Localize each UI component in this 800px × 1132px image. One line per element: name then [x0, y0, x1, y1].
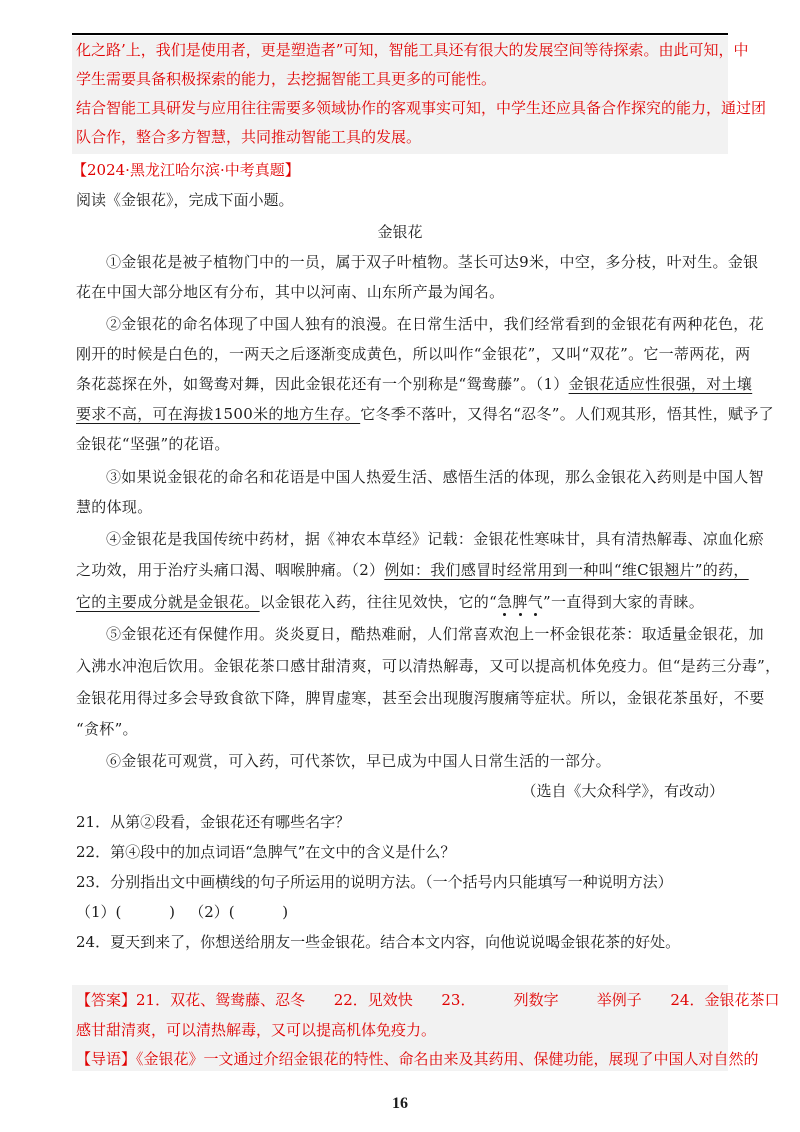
paragraph-1-line: ①金银花是被子植物门中的一员，属于双子叶植物。茎长可达9米，中空，多分枝，叶对生。金银 — [106, 253, 759, 271]
previous-answer-line: 化之路’上，我们是使用者，更是塑造者”可知，智能工具还有很大的发展空间等待探索。由此可知，中 — [76, 41, 749, 59]
citation: （选自《大众科学》，有改动） — [521, 782, 724, 800]
paragraph-1-line: 花在中国大部分地区有分布，其中以河南、山东所产最为闻名。 — [76, 283, 505, 301]
paragraph-2-text: 它冬季不落叶，又得名“忍冬”。人们观其形，悟其性，赋予了 — [360, 405, 774, 423]
question-22: 22．第④段中的加点词语“急脾气”在文中的含义是什么？ — [76, 843, 456, 861]
question-23: 23．分别指出文中画横线的句子所运用的说明方法。（一个括号内只能填写一种说明方法） — [76, 873, 673, 891]
article-title: 金银花 — [377, 223, 423, 241]
reading-instruction: 阅读《金银花》，完成下面小题。 — [76, 191, 294, 209]
paragraph-2-line — [76, 404, 774, 424]
question-24: 24．夏天到来了，你想送给朋友一些金银花。结合本文内容，向他说说喝金银花茶的好处。 — [76, 933, 681, 951]
paragraph-5-line: 金银花用得过多会导致食欲下降，脾胃虚寒，甚至会出现腹泻腹痛等症状。所以，金银花茶虽好，不要 — [76, 689, 765, 707]
answer-line: 感甘甜清爽，可以清热解毒，又可以提高机体免疫力。 — [76, 1021, 437, 1039]
question-21: 21．从第②段看，金银花还有哪些名字？ — [76, 813, 351, 831]
paragraph-3-line: 慧的体现。 — [76, 498, 153, 516]
paragraph-2-line: 金银花“坚强”的花语。 — [76, 435, 230, 453]
dotted-word-char: 急 — [497, 593, 513, 611]
paragraph-2-line — [76, 374, 753, 394]
source-tag: 【2024·黑龙江哈尔滨·中考真题】 — [72, 161, 300, 179]
underlined-sentence-1: 要求不高，可在海拔1500米的地方生存。 — [76, 405, 361, 423]
underlined-sentence-1: 金银花适应性很强，对土壤 — [568, 375, 753, 393]
underlined-sentence-2: 它的主要成分就是金银花。 — [76, 593, 260, 611]
dotted-word-char: 脾 — [512, 593, 528, 611]
previous-answer-line: 学生需要具备积极探索的能力，去挖掘智能工具更多的可能性。 — [76, 70, 497, 88]
paragraph-4-line: ④金银花是我国传统中药材，据《神农本草经》记载：金银花性寒味甘，具有清热解毒、凉血化瘀 — [106, 530, 764, 548]
paragraph-2-text: 条花蕊探在外，如鸳鸯对舞，因此金银花还有一个别称是“鸳鸯藤”。（1） — [76, 375, 569, 393]
header-rule — [72, 33, 728, 35]
paragraph-3-line: ③如果说金银花的命名和花语是中国人热爱生活、感悟生活的体现，那么金银花入药则是中国人智 — [106, 468, 764, 486]
paragraph-4-text: ”一直得到大家的青睐。 — [543, 593, 705, 611]
paragraph-4-text: 之功效，用于治疗头痛口渴、咽喉肿痛。（2） — [76, 561, 385, 579]
answer-line: 【导语】《金银花》一文通过介绍金银花的特性、命名由来及其药用、保健功能，展现了中国人对自然的 — [76, 1050, 759, 1068]
answer-line: 【答案】21．双花、鸳鸯藤、忍冬 22．见效快 23． 列数字 举例子 24．金银花茶口 — [76, 991, 780, 1009]
paragraph-6-line: ⑥金银花可观赏，可入药，可代茶饮，早已成为中国人日常生活的一部分。 — [106, 752, 611, 770]
dotted-word-char: 气 — [527, 593, 544, 611]
paragraph-2-line: 刚开的时候是白色的，一两天之后逐渐变成黄色，所以叫作“金银花”，又叫“双花”。它一蒂两花，两 — [76, 345, 751, 363]
paragraph-5-line: ⑤金银花还有保健作用。炎炎夏日，酷热难耐，人们常喜欢泡上一杯金银花茶：取适量金银花，加 — [106, 625, 764, 643]
paragraph-4-text: 以金银花入药，往往见效快，它的“ — [259, 593, 498, 611]
paragraph-5-line: “贪杯”。 — [76, 720, 138, 738]
paragraph-5-line: 入沸水冲泡后饮用。金银花茶口感甘甜清爽，可以清热解毒，又可以提高机体免疫力。但“是药三分毒”， — [76, 657, 781, 675]
paragraph-2-line: ②金银花的命名体现了中国人独有的浪漫。在日常生活中，我们经常看到的金银花有两种花色，花 — [106, 315, 764, 333]
page-number: 16 — [392, 1095, 408, 1112]
paragraph-4-line — [76, 560, 749, 580]
previous-answer-line: 队合作，整合多方智慧，共同推动智能工具的发展。 — [76, 128, 422, 146]
paragraph-4-line — [76, 592, 724, 612]
previous-answer-line: 结合智能工具研发与应用往往需要多领域协作的客观事实可知，中学生还应具备合作探究的能力，通过团 — [76, 99, 767, 117]
underlined-sentence-2: 例如：我们感冒时经常用到一种叫“维C银翘片”的药， — [384, 561, 749, 579]
question-23-blanks: （1）( ) （2）( ) — [76, 903, 289, 921]
